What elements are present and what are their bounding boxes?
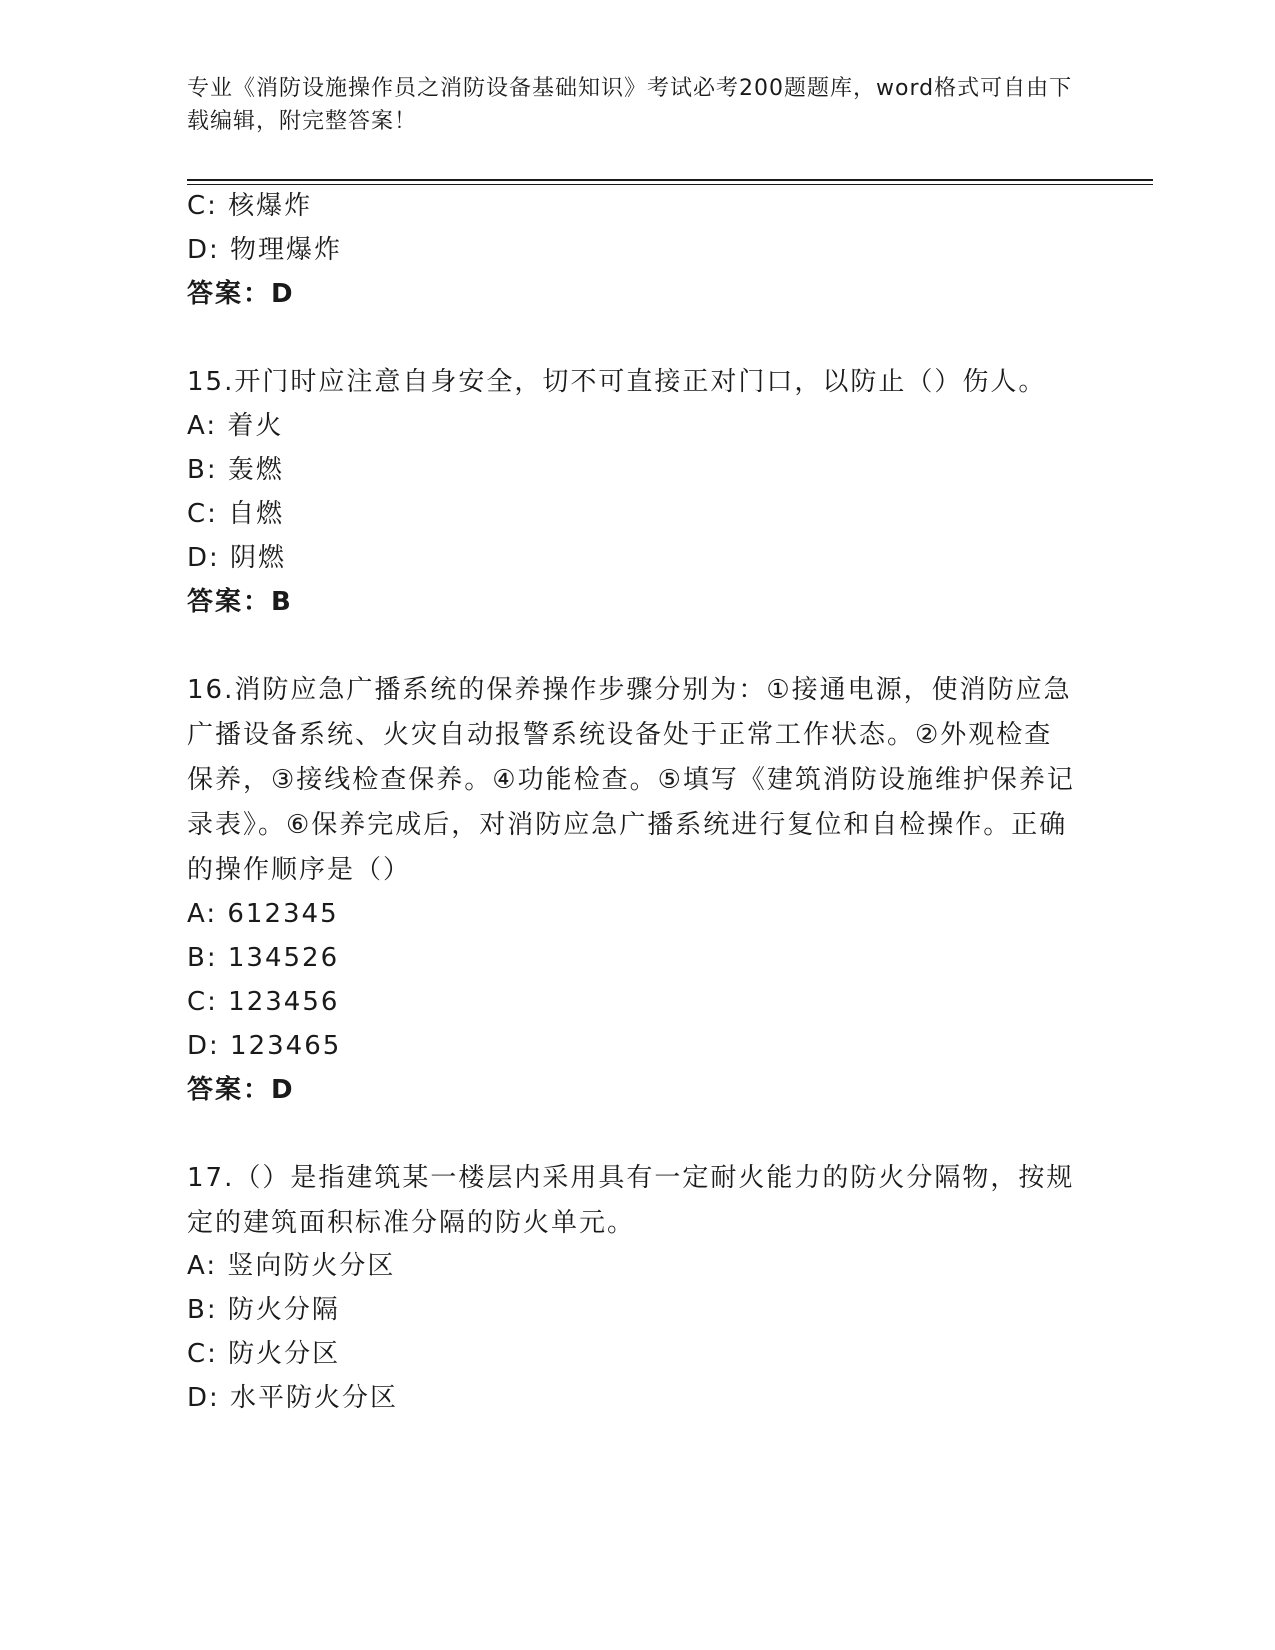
question-16-option-c: C: 123456: [187, 987, 340, 1017]
question-17-option-d: D: 水平防火分区: [187, 1383, 399, 1413]
question-16-option-d: D: 123465: [187, 1031, 342, 1061]
question-17-text: 17.（）是指建筑某一楼层内采用具有一定耐火能力的防火分隔物，按规定的建筑面积标准分隔的防火单元。: [187, 1163, 1075, 1238]
question-15-option-b: B: 轰燃: [187, 455, 284, 485]
question-15-option-a: A: 着火: [187, 411, 284, 441]
question-17-option-c: C: 防火分区: [187, 1339, 341, 1369]
prev-option-c: C: 核爆炸: [187, 191, 313, 221]
header-divider-thin: [187, 184, 1153, 185]
prev-answer: 答案：D: [187, 279, 295, 309]
question-16-text: 16.消防应急广播系统的保养操作步骤分别为：①接通电源，使消防应急广播设备系统、火灾自动报警系统设备处于正常工作状态。②外观检查保养，③接线检查保养。④功能检查。⑤填写《建筑消防设施维护保养记录表》。⑥保养完成后，对消防应急广播系统进行复位和自检操作。正确的操作顺序是（）: [187, 675, 1075, 885]
question-15-option-d: D: 阴燃: [187, 543, 287, 573]
page-header: 专业《消防设施操作员之消防设备基础知识》考试必考200题题库，word格式可自由下载编辑，附完整答案！: [187, 76, 1073, 134]
question-16-option-b: B: 134526: [187, 943, 340, 973]
question-17-option-b: B: 防火分隔: [187, 1295, 340, 1325]
question-15-text: 15.开门时应注意自身安全，切不可直接正对门口，以防止（）伤人。: [187, 367, 1047, 397]
question-17-option-a: A: 竖向防火分区: [187, 1251, 396, 1281]
question-15-answer: 答案：B: [187, 587, 293, 617]
header-divider-thick: [187, 179, 1153, 181]
prev-option-d: D: 物理爆炸: [187, 235, 343, 265]
question-16-answer: 答案：D: [187, 1075, 295, 1105]
question-16-option-a: A: 612345: [187, 899, 339, 929]
question-15-option-c: C: 自燃: [187, 499, 285, 529]
